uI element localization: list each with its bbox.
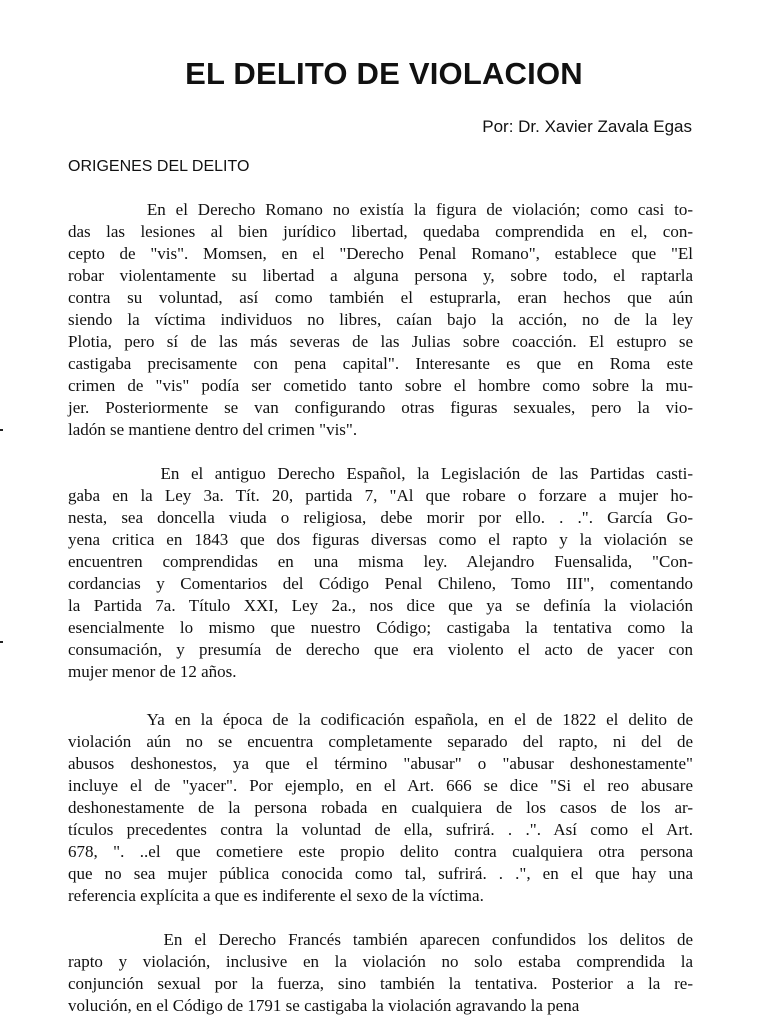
margin-mark bbox=[0, 429, 3, 431]
text-line: tículos precedentes contra la voluntad de ella, sufrirá. . .". Así como el Art. bbox=[68, 820, 693, 839]
text-line: cordancias y Comentarios del Código Penal Chileno, Tomo III", comentando bbox=[68, 574, 693, 593]
text-line: ladón se mantiene dentro del crimen "vis". bbox=[68, 420, 358, 439]
section-heading: ORIGENES DEL DELITO bbox=[68, 158, 250, 175]
text-line: abusos deshonestos, ya que el término "abusar" o "abusar deshonestamente" bbox=[68, 754, 693, 773]
text-line: jer. Posteriormente se van configurando otras figuras sexuales, pero la vio- bbox=[68, 398, 693, 417]
text-line: crimen de "vis" podía ser cometido tanto sobre el hombre como sobre la mu- bbox=[68, 376, 693, 395]
text-line: contra su voluntad, así como también el estuprarla, eran hechos que aún bbox=[68, 288, 693, 307]
text-line: consumación, y presumía de derecho que era violento el acto de yacer con bbox=[68, 640, 693, 659]
text-line: das las lesiones al bien jurídico libertad, quedaba comprendida en el, con- bbox=[68, 222, 693, 241]
text-line: Plotia, pero sí de las más severas de las Julias sobre coacción. El estupro se bbox=[68, 332, 693, 351]
text-line: deshonestamente de la persona robada en cualquiera de los casos de los ar- bbox=[68, 798, 693, 817]
text-line: referencia explícita a que es indiferente el sexo de la víctima. bbox=[68, 886, 484, 905]
margin-mark bbox=[0, 641, 3, 643]
text-line: violación aún no se encuentra completamente separado del rapto, ni del de bbox=[68, 732, 693, 751]
text-line: mujer menor de 12 años. bbox=[68, 662, 237, 681]
paragraph-spanish-law bbox=[68, 463, 693, 683]
text-line: incluye el de "yacer". Por ejemplo, en el Art. 666 se dice "Si el reo abusare bbox=[68, 776, 693, 795]
document-title: EL DELITO DE VIOLACION bbox=[185, 56, 583, 91]
text-line: En el antiguo Derecho Español, la Legislación de las Partidas casti- bbox=[68, 464, 693, 483]
text-line: En el Derecho Romano no existía la figura de violación; como casi to- bbox=[68, 200, 693, 219]
text-line: siendo la víctima individuos no libres, caían bajo la acción, no de la ley bbox=[68, 310, 693, 329]
text-line: robar violentamente su libertad a alguna persona y, sobre todo, el raptarla bbox=[68, 266, 693, 285]
text-line: cepto de "vis". Momsen, en el "Derecho Penal Romano", establece que "El bbox=[68, 244, 693, 263]
text-line: 678, ". ..el que cometiere este propio delito contra cualquiera otra persona bbox=[68, 842, 693, 861]
text-line: la Partida 7a. Título XXI, Ley 2a., nos dice que ya se definía la violación bbox=[68, 596, 693, 615]
paragraph-roman-law bbox=[68, 199, 693, 441]
paragraph-codification bbox=[68, 709, 693, 907]
text-line: Ya en la época de la codificación española, en el de 1822 el delito de bbox=[68, 710, 693, 729]
text-line: castigaba precisamente con pena capital". Interesante es que en Roma este bbox=[68, 354, 693, 373]
author-line: Por: Dr. Xavier Zavala Egas bbox=[482, 117, 692, 136]
text-line: rapto y violación, inclusive en la violación no solo estaba comprendida la bbox=[68, 952, 693, 971]
text-line: nesta, sea doncella viuda o religiosa, debe morir por ello. . .". García Go- bbox=[68, 508, 693, 527]
text-line: En el Derecho Francés también aparecen confundidos los delitos de bbox=[68, 930, 693, 949]
text-line: gaba en la Ley 3a. Tít. 20, partida 7, "Al que robare o forzare a mujer ho- bbox=[68, 486, 693, 505]
text-line: encuentren comprendidas en una misma ley. Alejandro Fuensalida, "Con- bbox=[68, 552, 693, 571]
text-line: volución, en el Código de 1791 se castigaba la violación agravando la pena bbox=[68, 996, 580, 1015]
text-line: yena critica en 1843 que dos figuras diversas como el rapto y la violación se bbox=[68, 530, 693, 549]
text-line: que no sea mujer pública conocida como tal, sufrirá. . .", en el que hay una bbox=[68, 864, 693, 883]
text-line: conjunción sexual por la fuerza, sino también la tentativa. Posterior a la re- bbox=[68, 974, 693, 993]
paragraph-french-law bbox=[68, 929, 693, 1017]
text-line: esencialmente lo mismo que nuestro Código; castigaba la tentativa como la bbox=[68, 618, 693, 637]
